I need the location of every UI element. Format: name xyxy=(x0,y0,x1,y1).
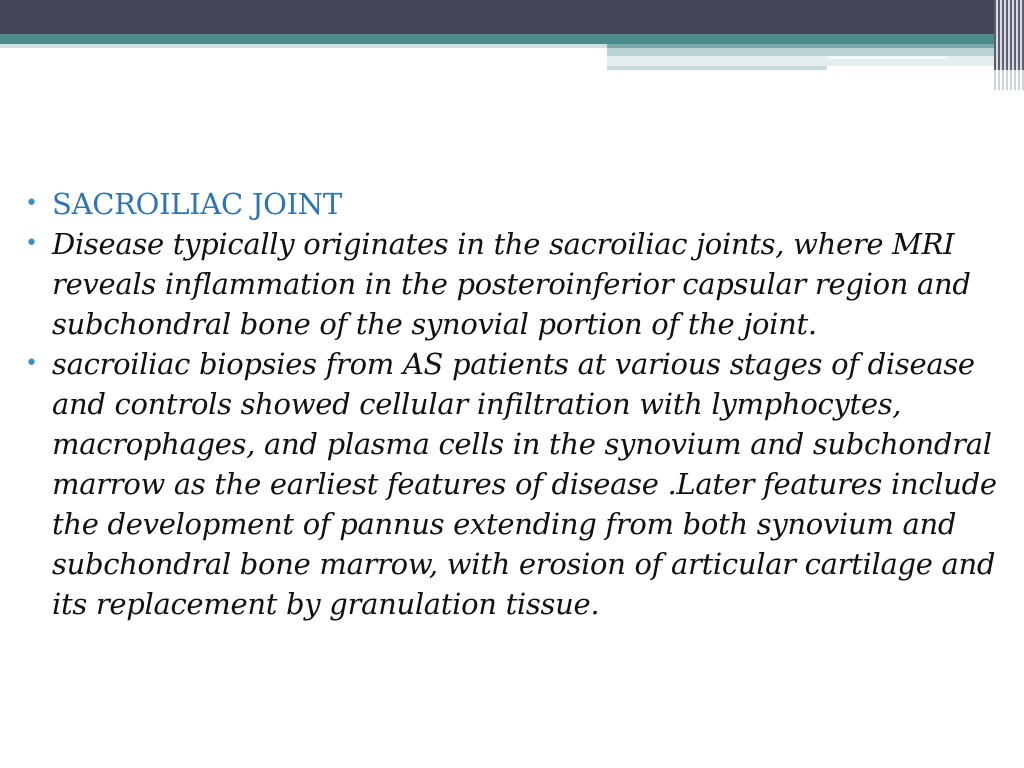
bullet-disease-origin xyxy=(22,224,1012,344)
bullet-biopsy-findings xyxy=(22,344,1012,624)
bullet-heading xyxy=(22,184,1012,224)
bullet-text: Disease typically originates in the sacroiliac joints, where MRI reveals inflammation in the posteroinferior capsular region and subchondral bone of the synovial portion of the joint. xyxy=(52,227,971,341)
bullet-dot-icon: • xyxy=(25,351,38,376)
header-accent-line-secondary xyxy=(827,56,947,59)
header-band xyxy=(0,0,1024,34)
bullet-text: SACROILIAC JOINT xyxy=(52,187,342,221)
header-accent-band xyxy=(0,34,1000,44)
bullet-dot-icon: • xyxy=(25,191,38,216)
slide-bullet-list xyxy=(22,184,1012,624)
header-accent-bar xyxy=(607,44,997,66)
header-accent-shadow xyxy=(0,44,607,48)
bullet-text: sacroiliac biopsies from AS patients at various stages of disease and controls showed cellular infiltration with lymphocytes, macrophages, and plasma cells in the synovium and subchondral marrow as the earliest features of disease .Later features include the development of pannus extending from both synovium and subchondral bone marrow, with erosion of articular cartilage and its replacement by granulation tissue. xyxy=(52,347,997,621)
bullet-dot-icon: • xyxy=(25,231,38,256)
header-stripes xyxy=(994,0,1024,70)
header-stripes-fade xyxy=(994,70,1024,90)
header-accent-line xyxy=(607,66,827,70)
